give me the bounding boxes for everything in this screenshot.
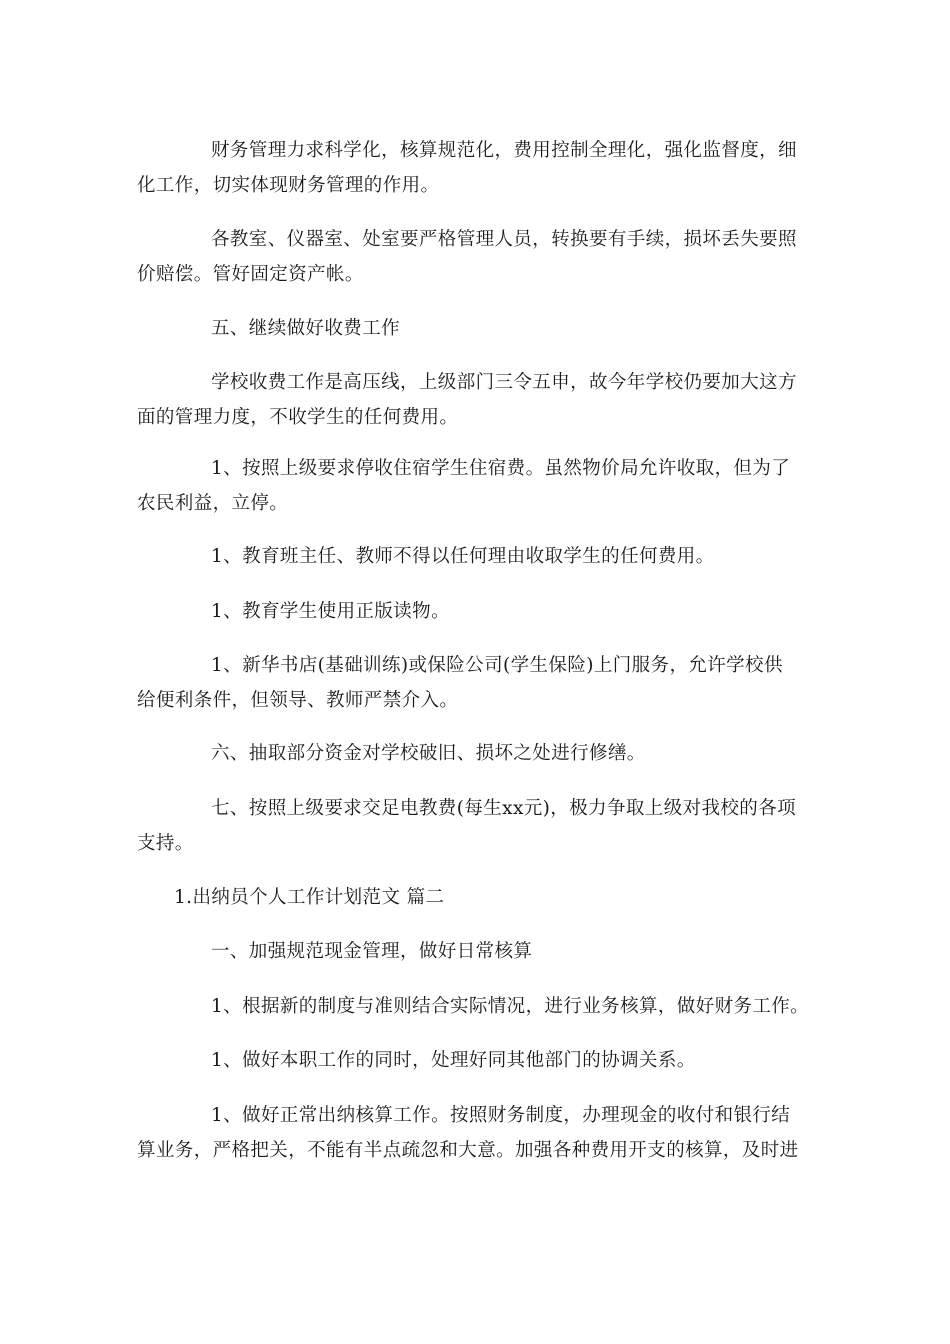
article-subtitle: [137, 880, 817, 915]
paragraph-1: [137, 133, 817, 203]
text-line: 化工作，切实体现财务管理的作用。: [137, 175, 440, 196]
text-line: 1、教育班主任、教师不得以任何理由收取学生的任何费用。: [211, 546, 715, 567]
text-line: 六、抽取部分资金对学校破旧、损坏之处进行修缮。: [211, 743, 646, 764]
paragraph-4: [137, 451, 817, 521]
section-heading-6: [137, 736, 817, 771]
text-line: 各教室、仪器室、处室要严格管理人员，转换要有手续，损坏丢失要照: [211, 229, 797, 250]
text-line: 价赔偿。管好固定资产帐。: [137, 264, 364, 285]
paragraph-9: [137, 1043, 817, 1078]
paragraph-3: [137, 365, 817, 435]
text-line: 财务管理力求科学化，核算规范化，费用控制全理化，强化监督度，细: [211, 140, 797, 161]
text-line: 面的管理力度，不收学生的任何费用。: [137, 407, 459, 428]
paragraph-2: [137, 222, 817, 292]
text-line: 给便利条件，但领导、教师严禁介入。: [137, 690, 459, 711]
text-line: 1、根据新的制度与准则结合实际情况，进行业务核算，做好财务工作。: [211, 996, 810, 1017]
text-line: 学校收费工作是高压线，上级部门三令五申，故今年学校仍要加大这方: [211, 372, 797, 393]
text-line: 一、加强规范现金管理，做好日常核算: [211, 941, 533, 962]
section-heading-7: [137, 791, 817, 861]
text-line: 七、按照上级要求交足电教费(每生xx元)，极力争取上级对我校的各项: [211, 798, 797, 819]
section-heading-1: [137, 934, 817, 969]
text-line: 1、新华书店(基础训练)或保险公司(学生保险)上门服务，允许学校供: [211, 655, 783, 676]
text-line: 支持。: [137, 833, 194, 854]
text-line: 五、继续做好收费工作: [211, 318, 401, 339]
paragraph-7: [137, 648, 817, 718]
paragraph-6: [137, 594, 817, 629]
paragraph-8: [137, 989, 817, 1024]
paragraph-5: [137, 539, 817, 574]
text-line: 1.出纳员个人工作计划范文 篇二: [174, 887, 445, 908]
paragraph-10: [137, 1098, 817, 1168]
text-line: 1、做好正常出纳核算工作。按照财务制度，办理现金的收付和银行结: [211, 1105, 791, 1126]
text-line: 1、做好本职工作的同时，处理好同其他部门的协调关系。: [211, 1050, 696, 1071]
text-line: 1、按照上级要求停收住宿学生住宿费。虽然物价局允许收取，但为了: [211, 458, 791, 479]
text-line: 农民利益，立停。: [137, 493, 289, 514]
section-heading-5: [137, 311, 817, 346]
text-line: 1、教育学生使用正版读物。: [211, 601, 450, 622]
text-line: 算业务，严格把关，不能有半点疏忽和大意。加强各种费用开支的核算，及时进: [137, 1140, 799, 1161]
